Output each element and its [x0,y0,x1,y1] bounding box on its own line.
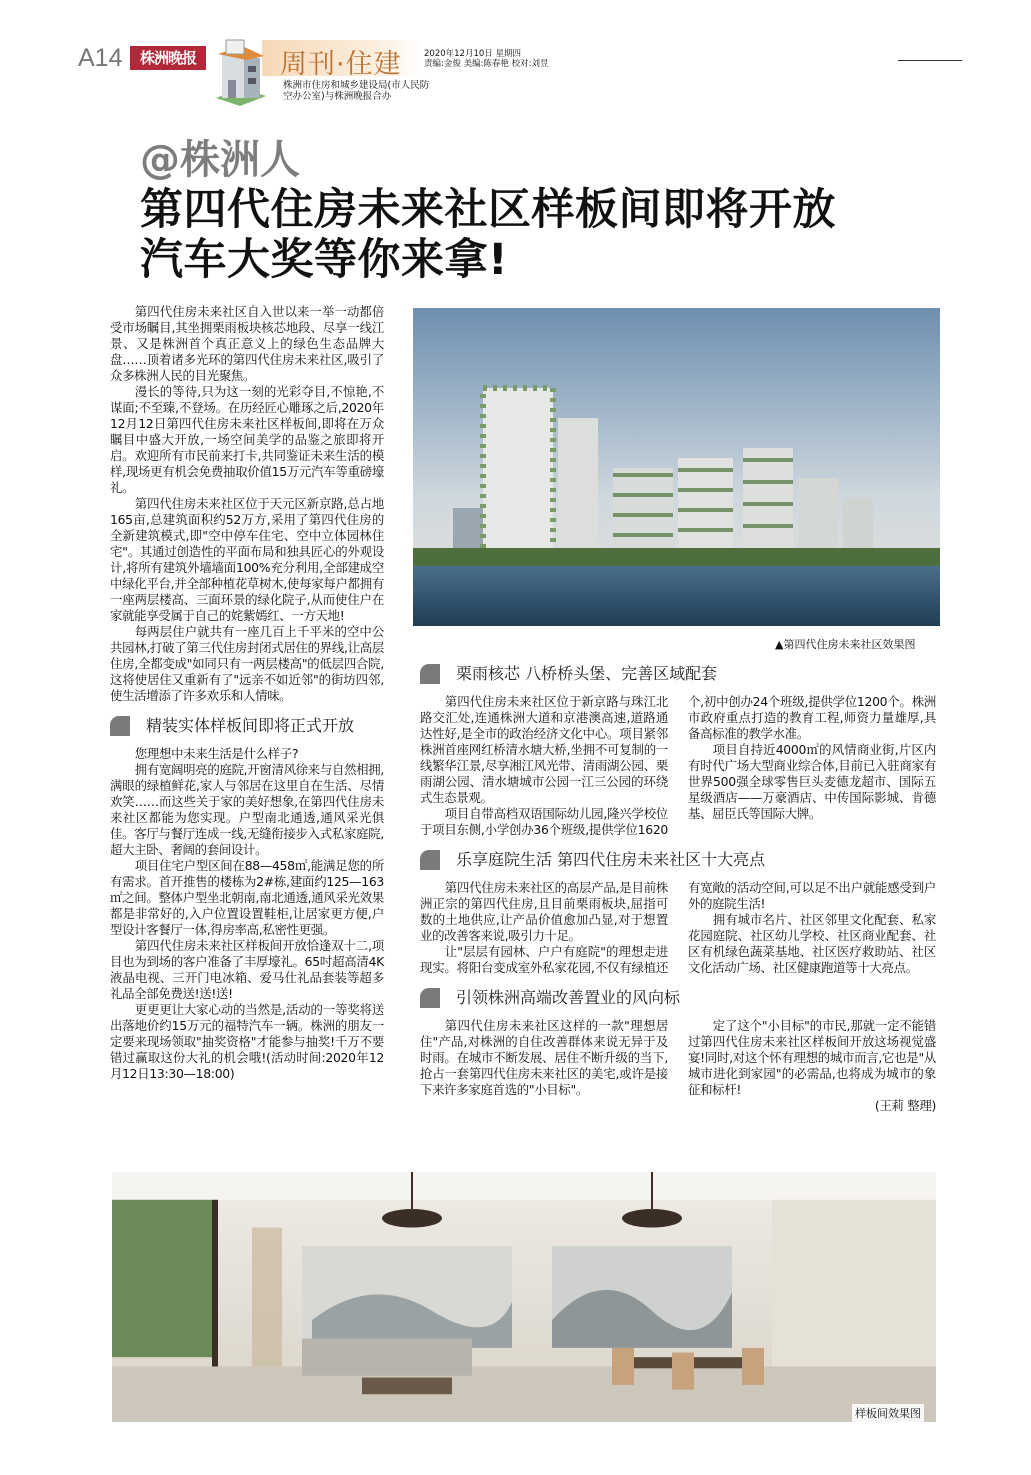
paragraph: 第四代住房未来社区自入世以来一举一动都倍受市场瞩目,其坐拥栗雨板块核芯地段、尽享一线江景、又是株洲首个真正意义上的绿色生态品牌大盘……顶着诸多光环的第四代住房未来社区,吸引了众多株洲人民的目光聚焦。 [110,304,384,383]
section-title: 引领株洲高端改善置业的风向标 [456,988,681,1007]
heading-block-icon [110,716,130,736]
interior-photo-caption: 样板间效果图 [852,1404,924,1422]
paragraph: 定了这个"小目标"的市民,那就一定不能错过第四代住房未来社区样板间开放这场视觉盛宴!同时,对这个怀有理想的城市而言,它也是"从城市进化到家园"的必需品,也将成为城市的象征和标杆! [688,1018,936,1097]
interior-rendering-photo [112,1172,936,1422]
page-number: A14 [78,44,123,72]
paragraph: 第四代住房未来社区位于新京路与珠江北路交汇处,连通株洲大道和京港澳高速,道路通达性好,是全市的政治经济文化中心。项目紧邻株洲首座网红桥清水塘大桥,坐拥不可复制的一线繁华江景,尽享湘江风光带、清雨湖公园、栗雨湖公园、清水塘城市公园一江三公园的环绕式生态景观。 [420,694,668,805]
newspaper-logo: 株洲晚报 [130,46,206,70]
section-title: 栗雨核芯 八桥桥头堡、完善区域配套 [456,664,718,683]
header-rule [898,60,962,61]
right-articles [420,652,936,1118]
left-column [110,304,384,1082]
section-title: 精装实体样板间即将正式开放 [146,716,355,735]
article-section [420,850,936,976]
editors-line: 责编:金俊 美编:陈春艳 校对:刘昱 [424,59,549,69]
paragraph: 您理想中未来生活是什么样子? [134,746,299,761]
paragraph: 让"层层有园林、户户有庭院"的理想走进现实。将阳台变成室外私家花园,不仅有绿植还有宽敞的活动空间,可以足不出户就能感受到户外的庭院生活! [420,880,936,975]
headline-kicker: @株洲人 [140,137,300,183]
header-info [424,49,549,69]
paragraph: 第四代住房未来社区样板间开放恰逢双十二,项目也为到场的客户准备了丰厚壕礼。65吋超高清4K液晶电视、三开门电冰箱、爱马仕礼品套装等超多礼品全部免费送!送!送! [110,938,384,1001]
section-name: 周刊·住建 [280,49,402,80]
exterior-rendering-photo [413,308,940,626]
paragraph: 拥有宽阔明亮的庭院,开窗清风徐来与自然相拥,满眼的绿植鲜花,家人与邻居在这里自在生活、尽情欢笑……而这些关于家的美好想象,在第四代住房未来社区都能为您实现。户型南北通透,通风采光俱佳。客厅与餐厅连成一线,无缝衔接步入式私家庭院,超大主卧、奢阔的套间设计。 [110,762,384,857]
co-organizer-note: 株洲市住房和城乡建设局(市人民防空办公室)与株洲晚报合办 [283,80,430,102]
paragraph: 第四代住房未来社区位于天元区新京路,总占地165亩,总建筑面积约52万方,采用了第四代住房的全新建筑模式,即"空中停车住宅、空中立体园林住宅"。其通过创造性的平面布局和独具匠心的外观设计,将所有建筑外墙墙面100%充分利用,全部建成空中绿化平台,并全部种植花草树木,使每家每户都拥有一座两层楼高、三面环景的绿化院子,从而使住户在家就能享受属于自己的姹紫嫣红、一方天地! [110,496,384,623]
headline-line-1: 第四代住房未来社区样板间即将开放 [140,185,836,235]
article-section [420,988,936,1114]
section-heading [110,716,384,736]
article-section [420,664,936,838]
section-3-columns [420,880,936,976]
heading-block-icon [420,850,440,870]
exterior-photo-caption: ▲第四代住房未来社区效果图 [775,638,916,651]
paragraph: 每两层住户就共有一座几百上千平米的空中公共园林,打破了第三代住房封闭式居住的界线,让高层住房,全都变成"如同只有一两层楼高"的低层四合院,这将使居住又重新有了"远亲不如近邻"的街坊四邻,使生活增添了许多欢乐和人情味。 [110,624,384,703]
headline-line-2: 汽车大奖等你来拿! [140,235,509,285]
paragraph: 项目住宅户型区间在88—458㎡,能满足您的所有需求。首开推售的楼栋为2#栋,建面约125—163㎡之间。整体户型坐北朝南,南北通透,通风采光效果都是非常好的,入户位置设置鞋柜,让居家更方便,户型设计客餐厅一体,得房率高,私密性更强。 [110,858,384,937]
section-4-columns [420,1018,936,1114]
paragraph: 项目自带高档双语国际幼儿园,隆兴学校位于项目东侧,小学创办36个班级,提供学位1620个,初中创办24个班级,提供学位1200个。株洲市政府重点打造的教育工程,师资力量雄厚,具备高标准的教学水准。 [420,694,936,837]
section-2-columns [420,694,936,838]
section-heading [420,664,936,684]
building-icon [212,36,268,106]
section-title: 乐享庭院生活 第四代住房未来社区十大亮点 [456,850,766,869]
section-heading [420,850,936,870]
heading-block-icon [420,988,440,1008]
paragraph: 更更更让大家心动的当然是,活动的一等奖将送出落地价约15万元的福特汽车一辆。株洲的朋友一定要来现场领取"抽奖资格"才能参与抽奖!千万不要错过赢取这份大礼的机会哦!(活动时间:2020年12月12日13:30—18:00) [110,1002,384,1081]
date-line: 2020年12月10日 星期四 [424,49,521,59]
section-heading [420,988,936,1008]
paragraph: 第四代住房未来社区的高层产品,是目前株洲正宗的第四代住房,且目前栗雨板块,屈指可数的土地供应,让产品价值愈加凸显,对于想置业的改善客来说,吸引力十足。 [420,880,668,943]
heading-block-icon [420,664,440,684]
paragraph: 项目自持近4000㎡的风情商业街,片区内有时代广场大型商业综合体,目前已入驻商家有世界500强全球零售巨头麦德龙超市、国际五星级酒店——万豪酒店、中传国际影城、肯德基、屈臣氏等国际大牌。 [688,742,936,821]
paragraph: 漫长的等待,只为这一刻的光彩夺目,不惊艳,不谋面;不至臻,不登场。在历经匠心雕琢之后,2020年12月12日第四代住房未来社区样板间,即将在万众瞩目中盛大开放,一场空间美学的品鉴之旅即将开启。欢迎所有市民前来打卡,共同鉴证未来生活的模样,现场更有机会免费抽取价值15万元汽车等重磅壕礼。 [110,384,384,495]
paragraph: 拥有城市名片、社区邻里文化配套、私家花园庭院、社区幼儿学校、社区商业配套、社区有机绿色蔬菜基地、社区医疗救助站、社区文化活动广场、社区健康跑道等十大亮点。 [688,912,936,975]
paragraph: 第四代住房未来社区这样的一款"理想居住"产品,对株洲的自住改善群体来说无异于及时雨。在城市不断发展、居住不断升级的当下,抢占一套第四代住房未来社区的美宅,或许是接下来许多家庭首选的"小目标"。 [420,1018,668,1097]
byline: (王莉 整理) [874,1098,936,1113]
